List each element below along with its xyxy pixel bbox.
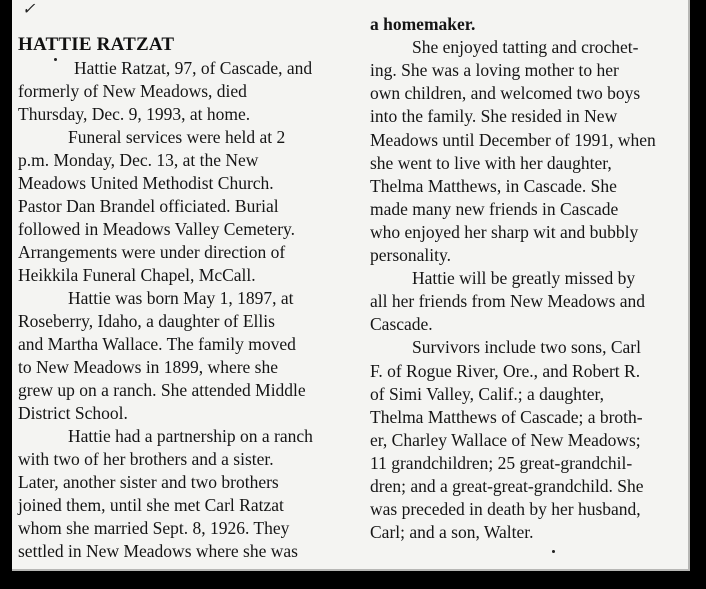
left-column-line: Heikkila Funeral Chapel, McCall.	[18, 265, 256, 285]
right-column-line: 11 grandchildren; 25 great-grandchil-	[370, 452, 633, 473]
left-column-line: Roseberry, Idaho, a daughter of Ellis	[18, 311, 275, 331]
right-column-line: Survivors include two sons, Carl	[412, 337, 641, 358]
right-column-line: Meadows until December of 1991, when	[370, 129, 656, 150]
left-column-line: Thursday, Dec. 9, 1993, at home.	[18, 104, 251, 124]
right-column-line: personality.	[370, 245, 451, 265]
right-column-line: F. of Rogue River, Ore., and Robert R.	[370, 360, 641, 381]
left-column-line: Later, another sister and two brothers	[18, 472, 279, 492]
right-column-line: Cascade.	[370, 314, 433, 335]
right-column-line: Thelma Matthews of Cascade; a broth-	[370, 406, 643, 427]
right-column-line: a homemaker.	[370, 14, 476, 34]
left-column-line: whom she married Sept. 8, 1926. They	[18, 518, 290, 538]
left-column-line: grew up on a ranch. She attended Middle	[18, 380, 306, 400]
left-column-line: and Martha Wallace. The family moved	[18, 334, 296, 354]
print-speck	[54, 58, 57, 61]
left-column-line: Hattie Ratzat, 97, of Cascade, and	[74, 58, 313, 78]
right-column-line: ing. She was a loving mother to her	[370, 60, 619, 81]
right-column-line: Carl; and a son, Walter.	[370, 522, 534, 543]
left-column-line: Arrangements were under direction of	[18, 242, 286, 262]
left-column-line: formerly of New Meadows, died	[18, 81, 247, 101]
left-column-line: Funeral services were held at 2	[68, 127, 286, 147]
right-column-line: into the family. She resided in New	[370, 106, 618, 127]
right-column-line: was preceded in death by her husband,	[370, 499, 641, 520]
right-column-line: Hattie will be greatly missed by	[412, 268, 636, 289]
check-mark: ✓	[22, 1, 36, 18]
left-column-line: Hattie was born May 1, 1897, at	[68, 288, 294, 308]
left-column-line: settled in New Meadows where she was	[18, 541, 298, 561]
print-speck	[552, 550, 555, 553]
right-column-line: dren; and a great-great-grandchild. She	[370, 476, 644, 496]
left-column-line: District School.	[18, 403, 128, 423]
right-column-line: she went to live with her daughter,	[370, 152, 612, 173]
right-column-line: er, Charley Wallace of New Meadows;	[370, 429, 641, 450]
left-column-line: to New Meadows in 1899, where she	[18, 357, 279, 377]
right-column-line: own children, and welcomed two boys	[370, 83, 641, 104]
right-column-line: who enjoyed her sharp wit and bubbly	[370, 221, 639, 242]
left-column-line: with two of her brothers and a sister.	[18, 449, 274, 469]
left-column-line: p.m. Monday, Dec. 13, at the New	[18, 150, 259, 170]
left-column-line: Hattie had a partnership on a ranch	[68, 426, 313, 446]
obituary-headline: HATTIE RATZAT	[18, 34, 175, 55]
left-column-line: joined them, until she met Carl Ratzat	[18, 495, 284, 515]
right-column-line: all her friends from New Meadows and	[370, 291, 646, 312]
right-column-line: of Simi Valley, Calif.; a daughter,	[370, 383, 605, 404]
left-column-line: Pastor Dan Brandel officiated. Burial	[18, 196, 279, 216]
newspaper-clipping	[12, 0, 690, 571]
right-column-line: She enjoyed tatting and crochet-	[412, 37, 639, 58]
left-column-line: Meadows United Methodist Church.	[18, 173, 274, 193]
left-column-line: followed in Meadows Valley Cemetery.	[18, 219, 296, 239]
right-column-line: made many new friends in Cascade	[370, 198, 619, 219]
right-column-line: Thelma Matthews, in Cascade. She	[370, 175, 617, 196]
